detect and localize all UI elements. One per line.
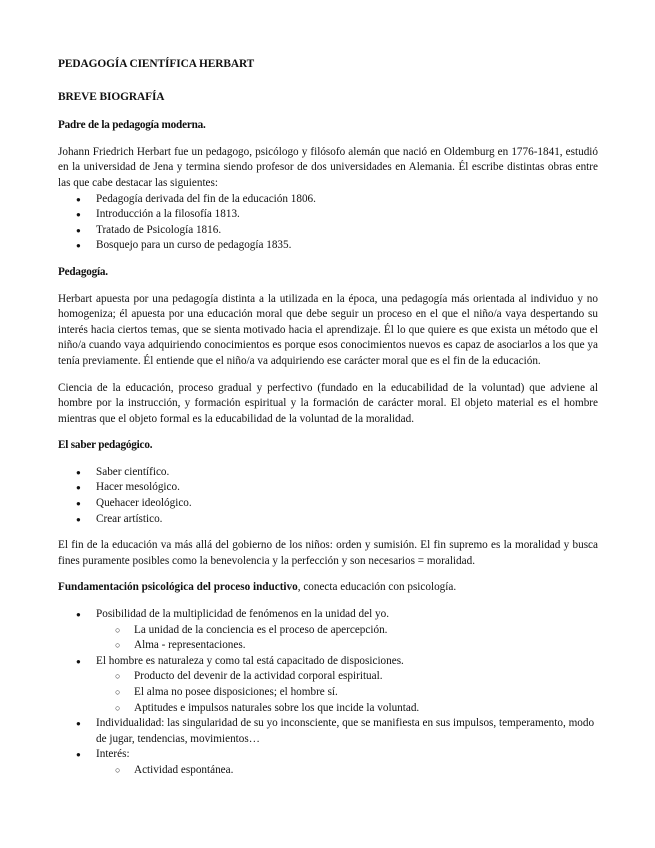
- list-item: ● Bosquejo para un curso de pedagogía 1835.: [58, 238, 598, 254]
- pedagogy-heading: Pedagogía.: [58, 265, 108, 278]
- list-item: ● Tratado de Psicología 1816.: [58, 223, 598, 239]
- works-list: [58, 192, 598, 254]
- list-item-text: El hombre es naturaleza y como tal está capacitado de disposiciones.: [96, 654, 404, 667]
- list-item-text: Posibilidad de la multiplicidad de fenómenos en la unidad del yo.: [96, 608, 389, 621]
- list-item: [58, 607, 598, 654]
- sub-list: [96, 669, 598, 716]
- sub-list-item: ○ Actividad espontánea.: [58, 763, 598, 779]
- list-item: ● Introducción a la filosofía 1813.: [58, 207, 598, 223]
- list-item: ● Saber científico.: [58, 465, 598, 481]
- document-page: [58, 57, 598, 790]
- list-item: [58, 716, 598, 747]
- knowledge-heading: El saber pedagógico.: [58, 439, 153, 452]
- sub-list: [96, 763, 598, 779]
- sub-list-item: ○ La unidad de la conciencia es el proceso de apercepción.: [58, 623, 598, 639]
- list-item: [58, 654, 598, 716]
- list-item: [58, 747, 598, 778]
- father-heading: Padre de la pedagogía moderna.: [58, 119, 206, 132]
- list-item: ● Hacer mesológico.: [58, 480, 598, 496]
- list-item: ● Crear artístico.: [58, 512, 598, 528]
- sub-list-item: ○ El alma no posee disposiciones; el hombre sí.: [58, 685, 598, 701]
- list-item-text: Individualidad: las singularidad de su yo inconsciente, que se manifiesta en sus impulsos, temperamento, modo de jugar, tendencias, movimientos…: [96, 717, 595, 745]
- education-end-paragraph: El fin de la educación va más allá del gobierno de los niños: orden y sumisión. El fin supremo es la moralidad y busca fines puramente posibles como la benevolencia y la perfección y son necesarios = moralidad.: [58, 539, 598, 567]
- sub-list: [96, 623, 598, 654]
- sub-list-item: ○ Producto del devenir de la actividad corporal espiritual.: [58, 669, 598, 685]
- foundation-rest: , conecta educación con psicología.: [297, 581, 457, 594]
- foundation-list: [58, 607, 598, 779]
- document-title: PEDAGOGÍA CIENTÍFICA HERBART: [58, 58, 255, 70]
- sub-list-item: ○ Aptitudes e impulsos naturales sobre los que incide la voluntad.: [58, 701, 598, 717]
- foundation-bold: Fundamentación psicológica del proceso inductivo: [58, 581, 298, 594]
- pedagogy-paragraph-1: Herbart apuesta por una pedagogía distinta a la utilizada en la época, una pedagogía más orientada al individuo y no homogeniza; él apuesta por una educación moral que debe seguir un proceso en el que el niño/a vaya despertando su interés hacia ciertos temas, que se sienta motivado hacia el aprendizaje. Él lo que quiere es que exista un método que el niño/a cuando vaya adquiriendo conocimientos es porque esos conocimientos nuevos es capaz de asociarlos a los que ya tenía previamente. Él entiende que el niño/a va adquiriendo ese carácter moral que es el fin de la educación.: [58, 292, 598, 367]
- biography-heading: BREVE BIOGRAFÍA: [58, 90, 165, 103]
- pedagogy-paragraph-2: Ciencia de la educación, proceso gradual y perfectivo (fundado en la educabilidad de la voluntad) que adviene al hombre por la instrucción, y formación espiritual y la formación de carácter moral. El objeto material es el hombre mientras que el objeto formal es la educabilidad de la voluntad de la moralidad.: [58, 381, 598, 425]
- list-item: ● Pedagogía derivada del fin de la educación 1806.: [58, 192, 598, 208]
- knowledge-list: [58, 465, 598, 527]
- list-item-text: Interés:: [96, 748, 130, 761]
- foundation-paragraph: [58, 580, 598, 596]
- list-item: ● Quehacer ideológico.: [58, 496, 598, 512]
- bio-paragraph: Johann Friedrich Herbart fue un pedagogo, psicólogo y filósofo alemán que nació en Oldemburg en 1776-1841, estudió en la universidad de Jena y termina siendo profesor de dos universidades en Alemania. Él escribe distintas obras entre las que cabe destacar las siguientes:: [58, 145, 598, 189]
- sub-list-item: ○ Alma - representaciones.: [58, 638, 598, 654]
